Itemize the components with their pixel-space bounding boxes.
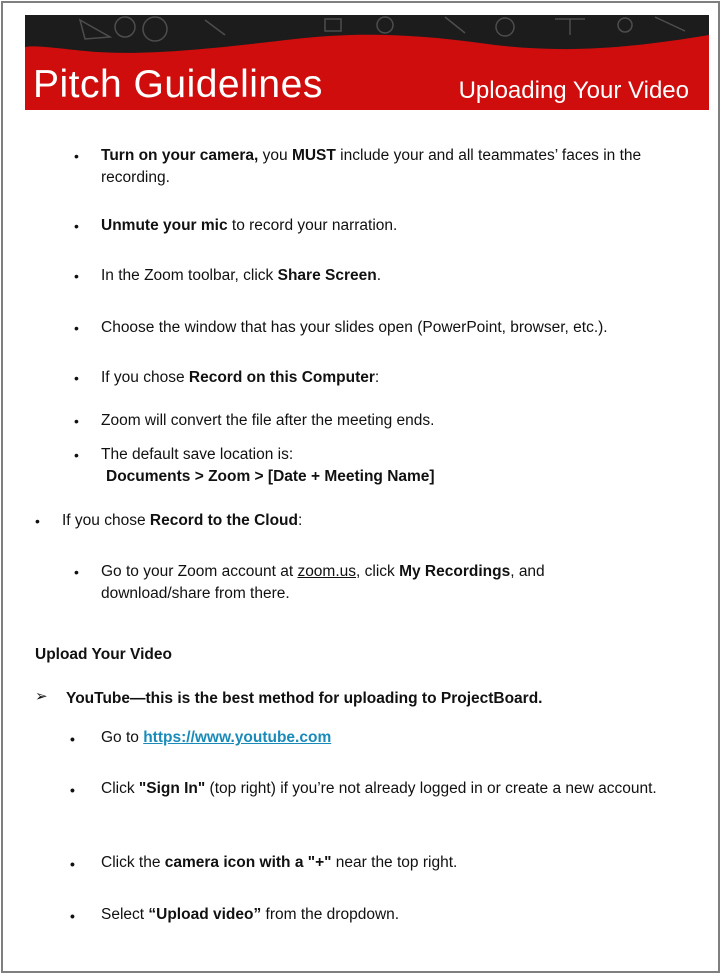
bullet: • [74,564,79,580]
bullet: • [74,370,79,386]
list-item: Choose the window that has your slides open (PowerPoint, browser, etc.). [101,319,608,336]
list-item: Go to https://www.youtube.com [101,729,332,746]
upload-heading: Upload Your Video [35,646,172,663]
save-location-path: Documents > Zoom > [Date + Meeting Name] [106,468,435,485]
list-item: If you chose Record on this Computer: [101,369,380,386]
bullet: • [70,908,75,924]
bullet: • [74,268,79,284]
list-item: The default save location is: Documents > Zoom > [Date + Meeting Name] [101,446,435,485]
list-item: Click "Sign In" (top right) if you’re not already logged in or create a new account. [101,780,657,797]
bullet: • [35,513,40,529]
bullet: • [74,447,79,463]
list-item: Unmute your mic to record your narration. [101,217,398,234]
bullet: • [74,218,79,234]
youtube-method: YouTube—this is the best method for uploading to ProjectBoard. [66,690,543,707]
bullet: • [74,413,79,429]
page-title: Pitch Guidelines [33,63,323,106]
arrow-bullet-icon: ➢ [35,688,48,705]
zoom-link[interactable]: zoom.us [297,563,357,580]
youtube-link[interactable]: https://www.youtube.com [143,729,332,746]
list-item: Click the camera icon with a "+" near the top right. [101,854,458,871]
list-item: Turn on your camera, you MUST include your and all teammates’ faces in the recording. [101,147,642,186]
list-item: Zoom will convert the file after the meeting ends. [101,412,435,429]
bullet: • [70,856,75,872]
list-item: If you chose Record to the Cloud: [62,512,303,529]
bullet: • [74,320,79,336]
bullet: • [74,148,79,164]
list-item: Select “Upload video” from the dropdown. [101,906,400,923]
list-item: In the Zoom toolbar, click Share Screen. [101,267,382,284]
bullet: • [70,782,75,798]
page-subtitle: Uploading Your Video [458,77,689,104]
list-item: Go to your Zoom account at zoom.us, click My Recordings, and download/share from there. [101,563,545,602]
bullet: • [70,731,75,747]
header-banner [25,15,709,110]
